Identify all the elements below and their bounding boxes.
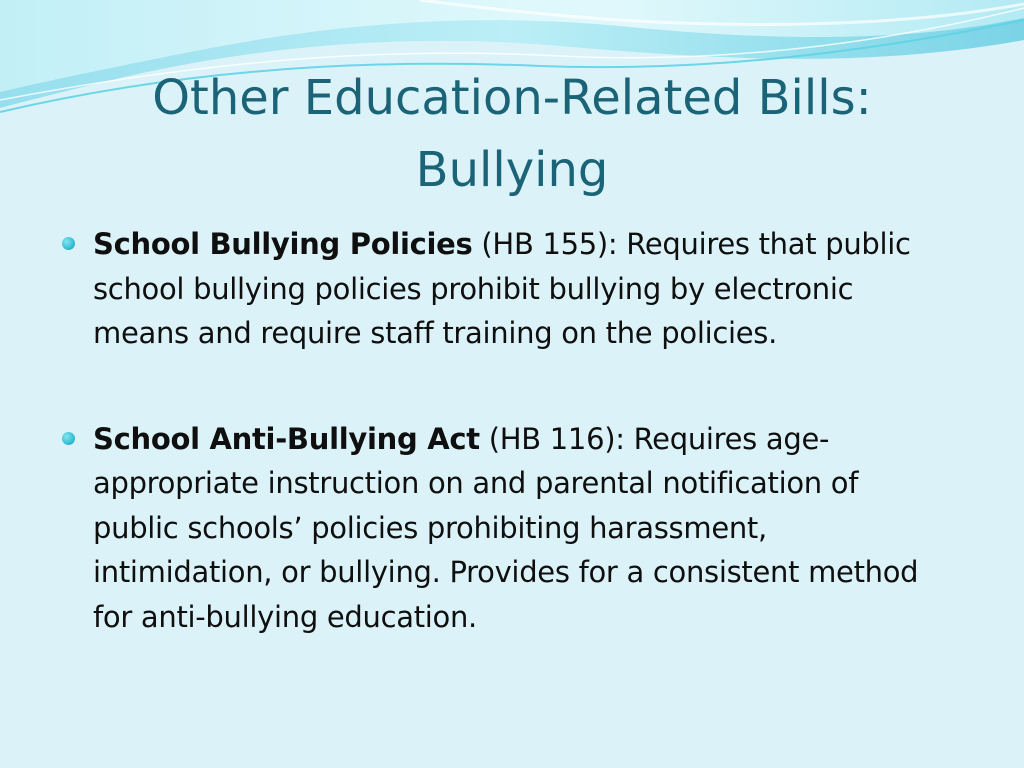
bullet-item-school-bullying-policies bbox=[60, 222, 940, 356]
slide-title bbox=[60, 62, 964, 206]
bullet-list bbox=[60, 222, 940, 639]
slide-title-line2: Bullying bbox=[415, 142, 609, 198]
bullet-text: (HB 155): Requires that public school bullying policies prohibit bullying by electronic means and require staff training on the policies. bbox=[93, 227, 911, 350]
bullet-dot-icon bbox=[62, 237, 75, 250]
bullet-term: School Anti-Bullying Act bbox=[93, 421, 480, 456]
bullet-text: (HB 116): Requires age-appropriate instruction on and parental notification of public schools’ policies prohibiting harassment, intimidation, or bullying. Provides for a consistent method for anti-bullying education. bbox=[93, 421, 919, 634]
bullet-dot-icon bbox=[62, 432, 75, 445]
bullet-item-school-anti-bullying-act bbox=[60, 417, 940, 640]
slide-title-line1: Other Education-Related Bills: bbox=[152, 70, 872, 126]
bullet-term: School Bullying Policies bbox=[93, 227, 473, 261]
